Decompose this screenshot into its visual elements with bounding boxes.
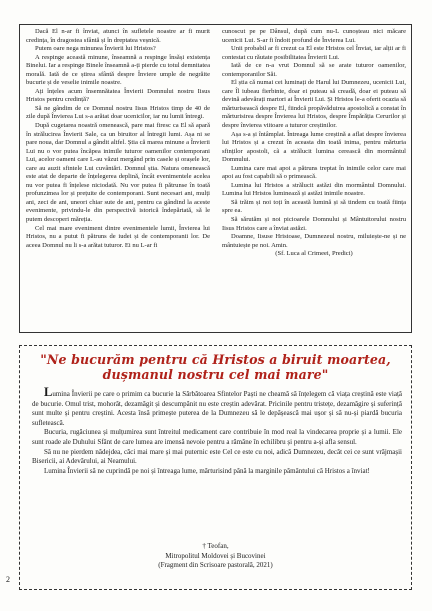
paragraph: El știa că numai cei luminați de Harul lui Dumnezeu, ucenicii Lui, care Îl iubeau fierbinte, doar ei puteau să creadă, doar ei puteau să devină adevărați martori ai Învierii Lui. Și Hristos le-a oferit ocazia să mărturisească despre El, fiindcă propăvăduirea apostolică a constat în mărturisirea despre Învierea lui Hristos, despre Împărăția Cerurilor și despre învierea viitoare a tuturor creștinilor. bbox=[222, 79, 406, 130]
quote-title-line-2: dușmanul nostru cel mai mare" bbox=[102, 367, 329, 382]
paragraph: Așa s-a și întâmplat. Întreaga lume creștină a aflat despre învierea lui Hristos și a crezut în aceasta din toată inima, pentru mărturia sfinților apostoli, cã a strălucit lumina cerească din mormântul Domnului. bbox=[222, 130, 406, 164]
article-right-column bbox=[222, 28, 406, 259]
signature bbox=[20, 542, 411, 571]
paragraph: A respinge aceastǎ minune, înseamnă a respinge însăși existența Binelui. Iar a respinge Binele înseamnă a-ți pierde cu totul demnitatea morală. Iată de ce știrea sfântă despre Înviere umple de negrăite bucurie și de veselie inimile noastre. bbox=[26, 53, 210, 87]
paragraph: Putem oare nega minunea Învierii lui Hristos? bbox=[35, 45, 156, 53]
paragraph bbox=[32, 385, 402, 428]
paragraph: Lumina care mai apoi a pătruns treptat în inimile celor care mai apoi au fost capabili să o primească. bbox=[222, 164, 406, 181]
paragraph: Să sărutăm și noi picioarele Domnului și Mântuitorului nostru Iisus Hristos care a înviat astăzi. bbox=[222, 216, 406, 232]
paragraph: Cel mai mare eveniment dintre evenimentele lumii, Învierea lui Hristos, nu a putut fi pătruns de iudei și de contemporanii lor. De aceea Domnul nu li s-a arătat tuturor. Ei nu L-ar fi bbox=[26, 224, 210, 249]
paragraph: Unii probabil ar fi crezut ca El este Hristos cel Înviat, iar alții ar fi contestat cu răutate posibilitatea Învierii Lui. bbox=[222, 45, 406, 61]
quote-title bbox=[20, 352, 411, 382]
paragraph: Să trăim și noi toți în această lumină și să tindem cu toată ființa spre ea. bbox=[222, 198, 406, 215]
quote-box bbox=[19, 345, 412, 590]
paragraph: Ați înțeles acum însemnătatea Învierii Domnului nostru Iisus Hristos pentru credință? bbox=[26, 87, 210, 104]
paragraph: Să ne gândim de ce Domnul nostru Iisus Hristos timp de 40 de zile după Învierea Lui s-a arătat doar ucenicilor, iar nu lumii întregi. bbox=[26, 104, 210, 121]
paragraph-text: umina Învierii pe care o primim ca bucurie la Sărbătoarea Sfintelor Paști ne cheamă să înțelegem că viața creștină este viață de bucurie. Omul trist, mohorât, dezamăgit și descumpănit nu este creștin adevărat. Pricinile pentru tristețe, dezamăgire și suferință sunt multe și pentru creștini. Acesta însă primește puterea de la Dumnezeu să le depășească mai ușor și să nu-și piardă bucuria sufletească. bbox=[32, 390, 402, 427]
signature-name: † Teofan, bbox=[202, 542, 229, 550]
article-left-column bbox=[26, 28, 210, 250]
paragraph: Lumina lui Hristos a strălucit astăzi din mormântul Domnului. Lumina lui Hristos luminează și astăzi inimile noastre. bbox=[222, 181, 406, 198]
quote-body bbox=[32, 385, 402, 476]
signature-source: (Fragment din Scrisoare pastorală, 2021) bbox=[158, 561, 273, 570]
drop-cap: L bbox=[44, 385, 53, 399]
attribution: (Sf. Luca al Crimeei, Predici) bbox=[275, 250, 353, 258]
paragraph: Să nu ne pierdem nădejdea, căci mai mare și mai puternic este Cel ce este cu noi, adică Dumnezeu, decât cei ce sunt vrăjmașii Bisericii, ai Adevărului, ai Neamului. bbox=[32, 447, 402, 466]
paragraph: Iată de ce n-a vrut Domnul să se arate tuturor oamenilor, contemporanilor Săi. bbox=[222, 62, 406, 78]
page-number: 2 bbox=[6, 575, 10, 584]
quote-title-line-1: "Ne bucurăm pentru că Hristos a biruit moartea, bbox=[40, 352, 391, 367]
paragraph: După cugetarea noastră omenească, pare mai firesc ca El să apară în strălucirea Învierii Sale, ca un biruitor al întregii lumi. Așa ni se pare noua, dar Domnul a gândit altfel. Știa că marea minune a Învierii Lui nu o vor putea încăpea inimile tuturor oamenilor contemporani Lui, acelor oameni care L-au văzut mergând prin casele și orașele lor, care au auzit sfintele Lui cuvântări. Domnul știa. Natura omenească este atat de departe de înțelegerea deplină, încât evenimentele acelea nu vor putea fi înțelese niciodată. Nu vor putea fi pătrunse în toată profunzimea lor și prețuite de contemporani. Sunt necesari ani, mulți ani, zeci de ani, uneori chiar sute de ani, pentru ca gândind la aceste evenimente, privindu-le din perspectivă istorică îndepărtată, să le putem descoperi măreția. bbox=[26, 122, 210, 224]
paragraph: Lumina Învierii să ne cuprindă pe noi și întreaga lume, mărturisind până la marginile pământului că Hristos a înviat! bbox=[44, 466, 370, 475]
paragraph: Dacă El n-ar fi înviat, atunci în sufletele noastre ar fi murit credința, în dragostea sfântă și în dreptatea veșnică. bbox=[26, 28, 210, 44]
closing-prayer: Doamne, Iisuse Hristoase, Dumnezeul nostru, miluiește-ne și ne mântuiește pe noi. Amin. bbox=[222, 233, 406, 249]
paragraph: cunoscut pe pe Dânsul, după cum nu-L cunoșteau nici măcare ucenicii Lui. S-ar fi îndoit profund de Învierea Lui. bbox=[222, 28, 406, 44]
article-box bbox=[19, 24, 412, 333]
signature-title: Mitropolitul Moldovei și Bucovinei bbox=[165, 551, 266, 560]
paragraph: Bucuria, rugăciunea și mulțumirea sunt întreitul medicament care contribuie în mod real la vindecarea proprie și a lumii. Ele sunt roade ale Duhului Sfânt de care lumea are imensă nevoie pentru a rămâne în echilibru și pentru a-și afla sensul. bbox=[32, 428, 402, 446]
